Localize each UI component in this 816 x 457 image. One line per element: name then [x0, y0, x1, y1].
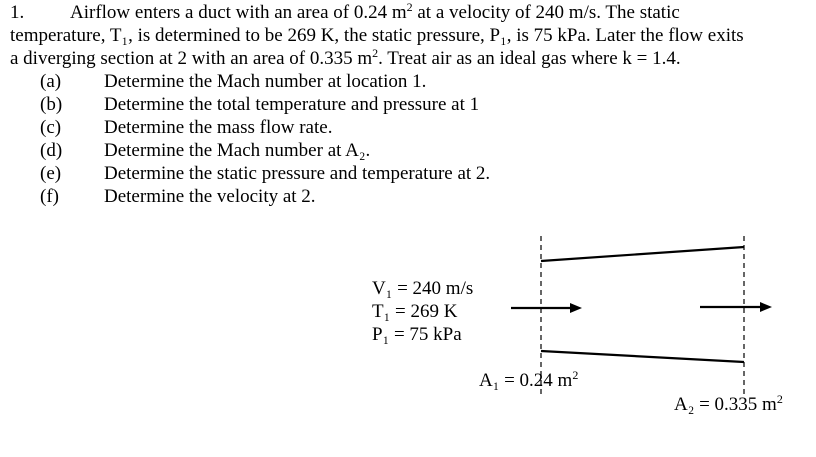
part-letter: (e)	[40, 163, 62, 184]
part-letter: (b)	[40, 94, 63, 115]
given-velocity: V₁ = 240 m/s	[372, 278, 474, 299]
part-text: Determine the static pressure and temperature at 2.	[104, 163, 491, 184]
part-letter: (c)	[40, 117, 62, 138]
part-text: Determine the Mach number at location 1.	[104, 71, 427, 92]
area-2-label: A₂ = 0.335 $m^2$	[674, 392, 783, 415]
part-text: Determine the velocity at 2.	[104, 186, 316, 207]
duct-upper-wall	[541, 247, 744, 261]
duct-lower-wall	[541, 351, 744, 362]
part-text: Determine the Mach number at A₂.	[104, 140, 371, 161]
part-text: Determine the mass flow rate.	[104, 117, 333, 138]
part-letter: (d)	[40, 140, 63, 161]
problem-line-1: 1. Airflow enters a duct with an area of 0.24 $m^2$ at a velocity of 240 m/s. The static	[10, 0, 680, 23]
problem-number: 1.	[10, 2, 25, 23]
part-letter: (f)	[40, 186, 59, 207]
part-text: Determine the total temperature and pressure at 1	[104, 94, 480, 115]
area-1-label: A₁ = 0.24 $m^2$	[479, 368, 579, 391]
outlet-flow-arrow	[700, 302, 772, 312]
given-pressure: P₁ = 75 kPa	[372, 324, 462, 345]
problem-line-3: a diverging section at 2 with an area of 0.335 $m^2$. Treat air as an ideal gas where k = 1.4.	[10, 46, 681, 69]
inlet-flow-arrow	[511, 303, 582, 313]
part-letter: (a)	[40, 71, 62, 92]
given-conditions	[372, 277, 473, 346]
given-temperature: T₁ = 269 K	[372, 301, 458, 322]
problem-line-2: temperature, T₁, is determined to be 269 K, the static pressure, P₁, is 75 kPa. Later the flow exits	[10, 25, 744, 46]
